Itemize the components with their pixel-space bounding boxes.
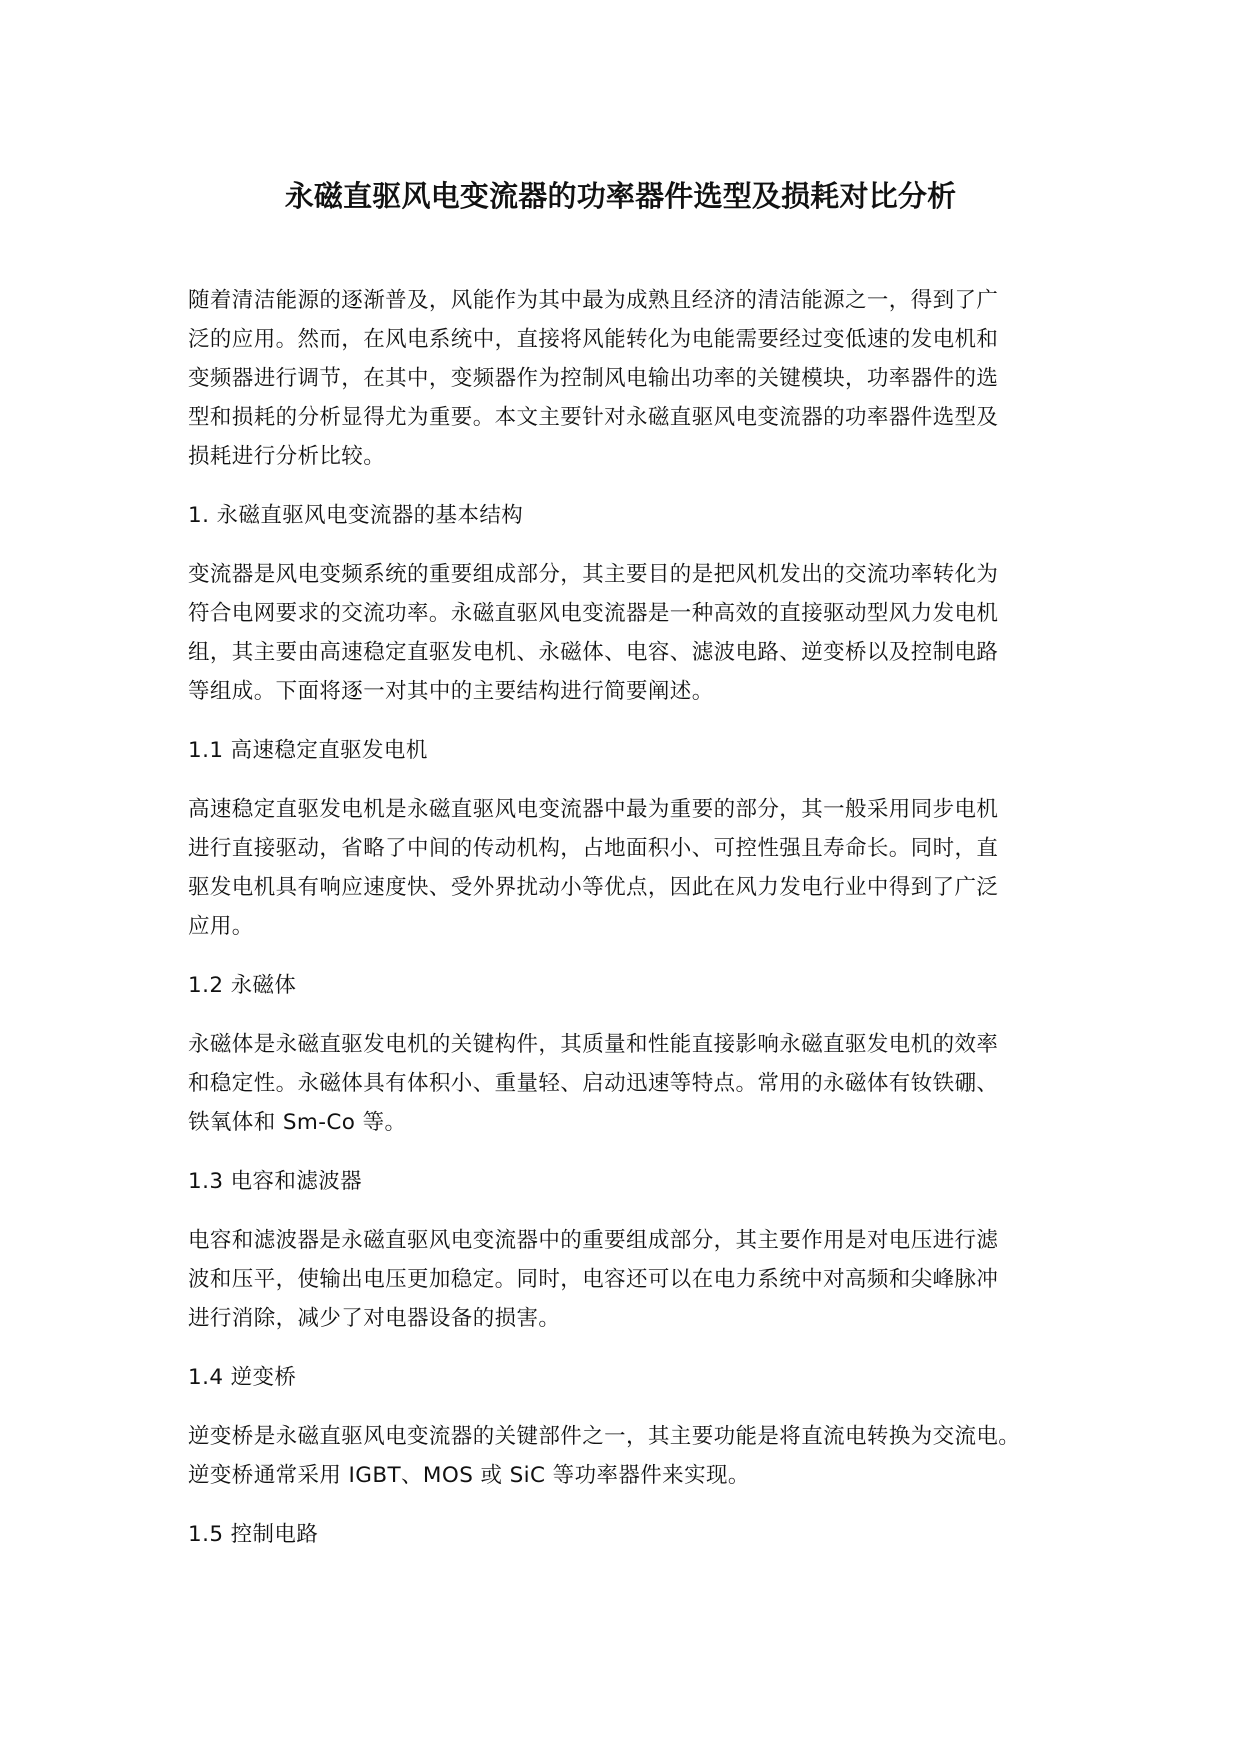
section-body-permanent-magnet: 永磁体是永磁直驱发电机的关键构件，其质量和性能直接影响永磁直驱发电机的效率 和稳定性。永磁体具有体积小、重量轻、启动迅速等特点。常用的永磁体有钕铁硼、 铁氧体和 Sm-Co 等。 <box>188 1032 999 1135</box>
section-body-structure: 变流器是风电变频系统的重要组成部分，其主要目的是把风机发出的交流功率转化为 符合电网要求的交流功率。永磁直驱风电变流器是一种高效的直接驱动型风力发电机 组，其主要由高速稳定直驱发电机、永磁体、电容、滤波电路、逆变桥以及控制电路 等组成。下面将逐一对其中的主要结构进行简要阐述。 <box>188 562 999 704</box>
section-body-generator: 高速稳定直驱发电机是永磁直驱风电变流器中最为重要的部分，其一般采用同步电机 进行直接驱动，省略了中间的传动机构，占地面积小、可控性强且寿命长。同时，直 驱发电机具有响应速度快、受外界扰动小等优点，因此在风力发电行业中得到了广泛 应用。 <box>188 797 999 939</box>
section-body-capacitor-filter: 电容和滤波器是永磁直驱风电变流器中的重要组成部分，其主要作用是对电压进行滤 波和压平，使输出电压更加稳定。同时，电容还可以在电力系统中对高频和尖峰脉冲 进行消除，减少了对电器设备的损害。 <box>188 1228 999 1331</box>
section-heading-structure: 1. 永磁直驱风电变流器的基本结构 <box>188 503 524 528</box>
section-heading-generator: 1.1 高速稳定直驱发电机 <box>188 738 428 763</box>
section-body-inverter-bridge: 逆变桥是永磁直驱风电变流器的关键部件之一，其主要功能是将直流电转换为交流电。 逆变桥通常采用 IGBT、MOS 或 SiC 等功率器件来实现。 <box>188 1424 1021 1488</box>
section-heading-inverter-bridge: 1.4 逆变桥 <box>188 1365 297 1390</box>
section-heading-capacitor-filter: 1.3 电容和滤波器 <box>188 1169 363 1194</box>
document-title: 永磁直驱风电变流器的功率器件选型及损耗对比分析 <box>284 179 957 213</box>
intro-paragraph: 随着清洁能源的逐渐普及，风能作为其中最为成熟且经济的清洁能源之一，得到了广 泛的应用。然而，在风电系统中，直接将风能转化为电能需要经过变低速的发电机和 变频器进行调节，在其中，变频器作为控制风电输出功率的关键模块，功率器件的选 型和损耗的分析显得尤为重要。本文主要针对永磁直驱风电变流器的功率器件选型及 损耗进行分析比较。 <box>188 288 999 469</box>
document-body <box>188 281 1068 1574</box>
section-heading-control-circuit: 1.5 控制电路 <box>188 1522 319 1547</box>
section-heading-permanent-magnet: 1.2 永磁体 <box>188 973 297 998</box>
